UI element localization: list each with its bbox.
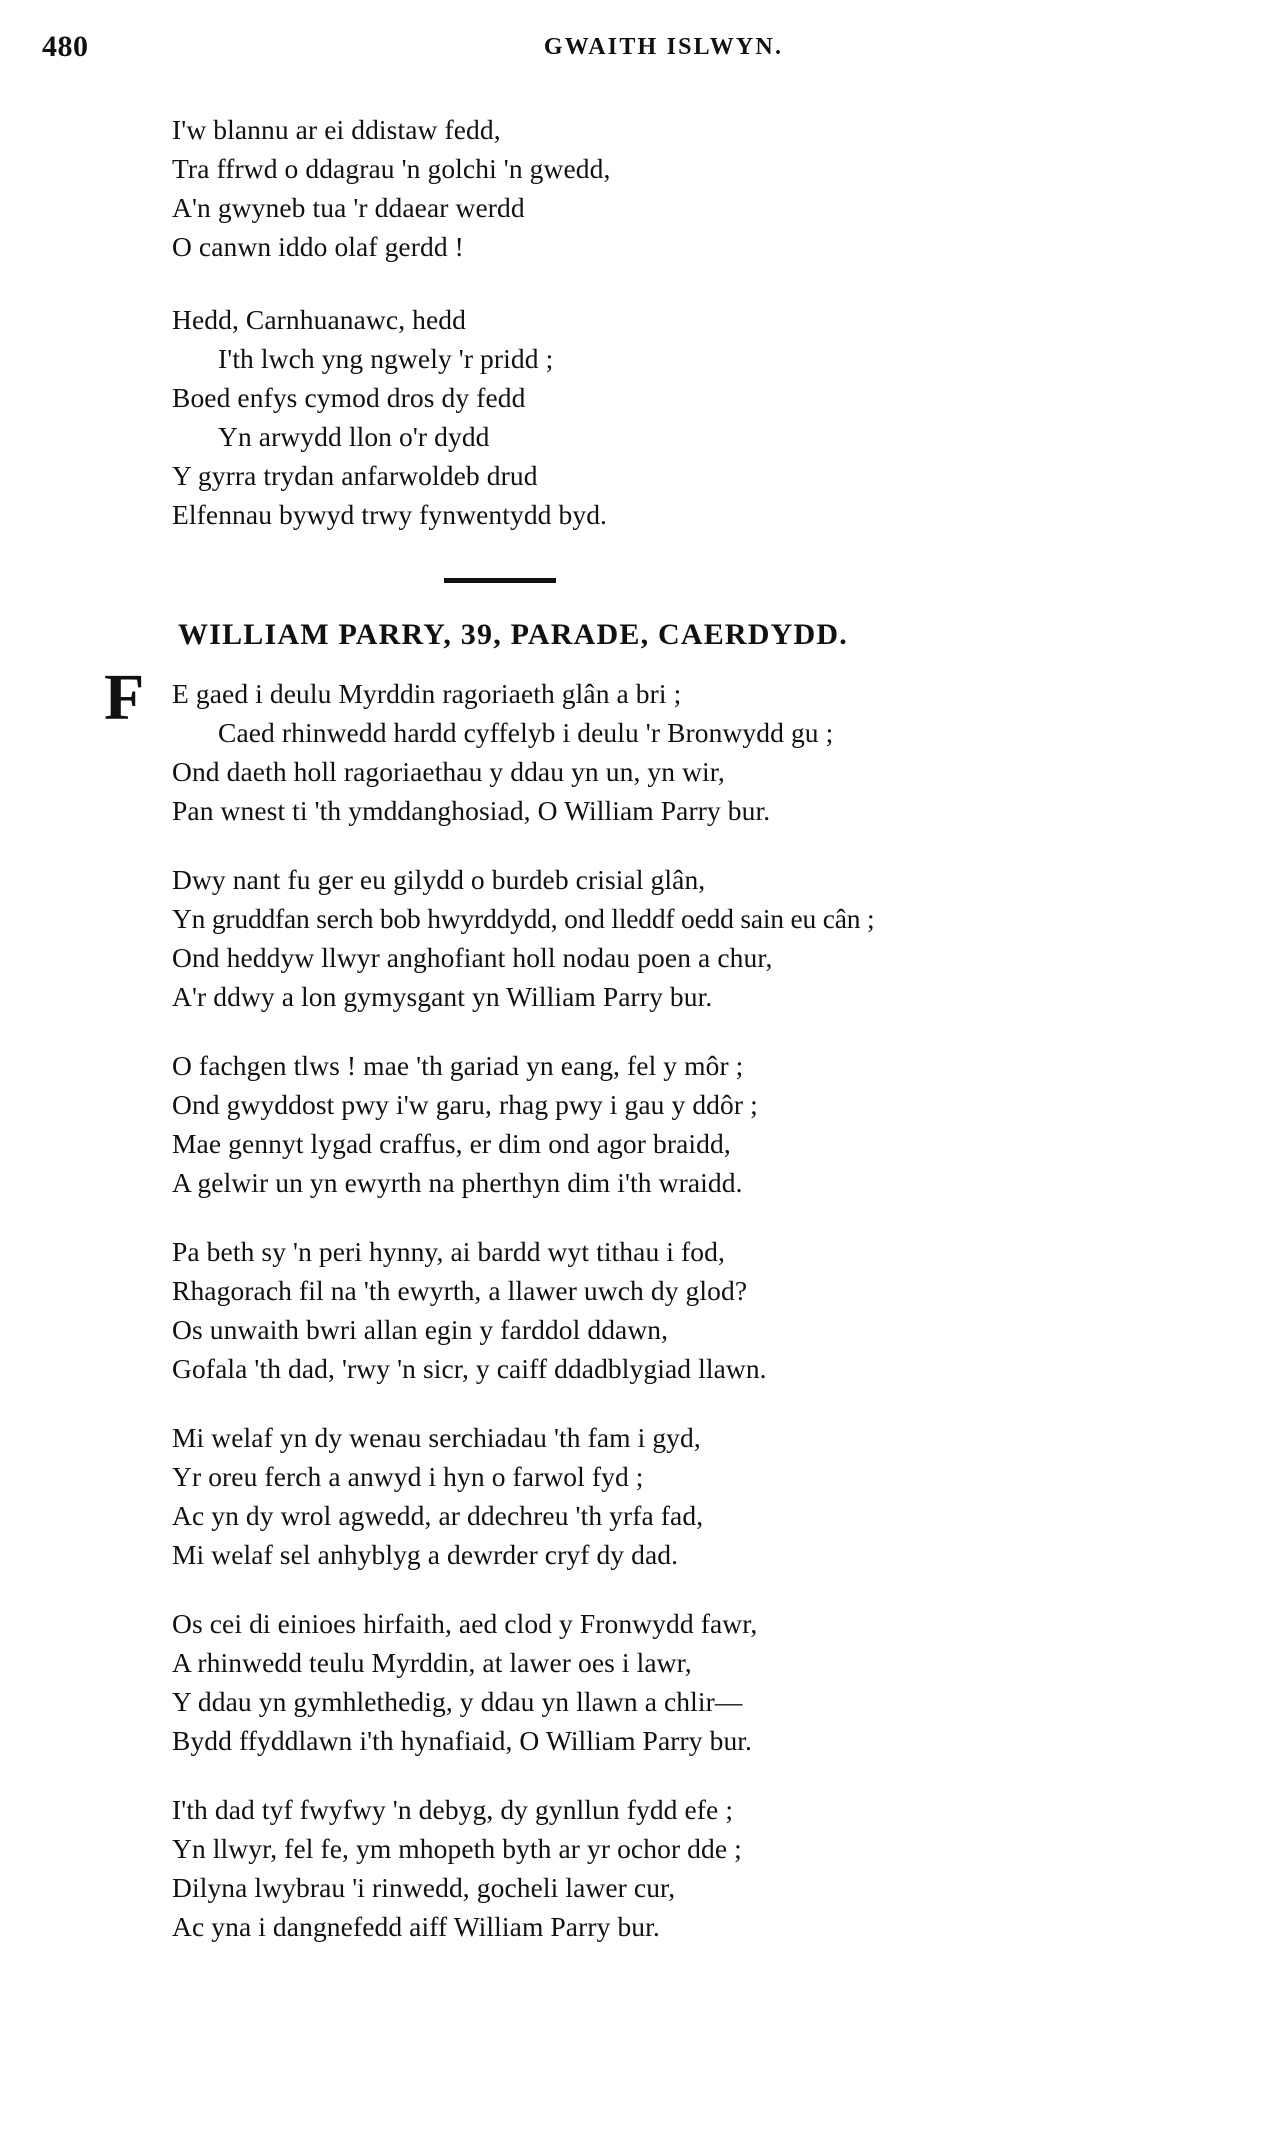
- verse-line: A'r ddwy a lon gymysgant yn William Parry bur.: [172, 981, 713, 1012]
- verse-line: Os cei di einioes hirfaith, aed clod y Fronwydd fawr,: [172, 1608, 758, 1639]
- verse-line: Dwy nant fu ger eu gilydd o burdeb crisial glân,: [172, 864, 706, 895]
- verse-line: I'th dad tyf fwyfwy 'n debyg, dy gynllun fydd efe ;: [172, 1794, 734, 1825]
- stanza: [172, 1790, 1232, 1946]
- verse-line: Dilyna lwybrau 'i rinwedd, gocheli lawer cur,: [172, 1872, 676, 1903]
- verse-line: Yn gruddfan serch bob hwyrddydd, ond lleddf oedd sain eu cân ;: [172, 903, 875, 934]
- verse-line: Mi welaf sel anhyblyg a dewrder cryf dy dad.: [172, 1539, 679, 1570]
- verse-line: Ond gwyddost pwy i'w garu, rhag pwy i gau y ddôr ;: [172, 1089, 758, 1120]
- verse-line: Yn arwydd llon o'r dydd: [218, 421, 490, 452]
- stanza: [172, 300, 1212, 534]
- verse-line: Hedd, Carnhuanawc, hedd: [172, 304, 467, 335]
- verse-line: I'th lwch yng ngwely 'r pridd ;: [218, 343, 554, 374]
- page-body: [104, 110, 1212, 1976]
- verse-line: O fachgen tlws ! mae 'th gariad yn eang, fel y môr ;: [172, 1050, 744, 1081]
- verse-line: Y gyrra trydan anfarwoldeb drud: [172, 460, 538, 491]
- verse-line: Gofala 'th dad, 'rwy 'n sicr, y caiff ddadblygiad llawn.: [172, 1353, 767, 1384]
- verse-line: Tra ffrwd o ddagrau 'n golchi 'n gwedd,: [172, 153, 611, 184]
- verse-line: Boed enfys cymod dros dy fedd: [172, 382, 526, 413]
- verse-line: Ond daeth holl ragoriaethau y ddau yn un, yn wir,: [172, 756, 725, 787]
- section-divider: [172, 568, 1212, 592]
- verse-line: Rhagorach fil na 'th ewyrth, a llawer uwch dy glod?: [172, 1275, 748, 1306]
- verse-line: I'w blannu ar ei ddistaw fedd,: [172, 114, 501, 145]
- stanza: [172, 860, 1232, 1016]
- verse-line: A gelwir un yn ewyrth na pherthyn dim i'th wraidd.: [172, 1167, 743, 1198]
- poem: [104, 618, 1232, 1946]
- verse-line: Yr oreu ferch a anwyd i hyn o farwol fyd ;: [172, 1461, 644, 1492]
- verse-line: Mae gennyt lygad craffus, er dim ond agor braidd,: [172, 1128, 731, 1159]
- page-header: [0, 0, 1287, 78]
- verse-line: A rhinwedd teulu Myrddin, at lawer oes i lawr,: [172, 1647, 692, 1678]
- stanza: [172, 1046, 1232, 1202]
- verse-line: Ac yna i dangnefedd aiff William Parry bur.: [172, 1911, 660, 1942]
- stanza: [104, 661, 1232, 830]
- stanza: [172, 110, 1212, 266]
- verse-line: A'n gwyneb tua 'r ddaear werdd: [172, 192, 525, 223]
- page-number: 480: [42, 30, 89, 63]
- stanza: [172, 1418, 1232, 1574]
- verse-line: Yn llwyr, fel fe, ym mhopeth byth ar yr ochor dde ;: [172, 1833, 742, 1864]
- running-title: GWAITH ISLWYN.: [543, 34, 784, 60]
- poem-title: WILLIAM PARRY, 39, PARADE, CAERDYDD.: [178, 618, 848, 651]
- verse-line: Elfennau bywyd trwy fynwentydd byd.: [172, 499, 608, 530]
- drop-cap: F: [104, 661, 145, 734]
- horizontal-rule: [444, 578, 556, 583]
- stanza: [172, 1232, 1232, 1388]
- verse-line: Caed rhinwedd hardd cyffelyb i deulu 'r Bronwydd gu ;: [218, 717, 834, 748]
- stanza: [172, 1604, 1232, 1760]
- verse-line: Bydd ffyddlawn i'th hynafiaid, O William Parry bur.: [172, 1725, 753, 1756]
- verse-line: Y ddau yn gymhlethedig, y ddau yn llawn a chlir—: [172, 1686, 743, 1717]
- verse-line: Ac yn dy wrol agwedd, ar ddechreu 'th yrfa fad,: [172, 1500, 704, 1531]
- verse-line: Ond heddyw llwyr anghofiant holl nodau poen a chur,: [172, 942, 773, 973]
- verse-line: Pan wnest ti 'th ymddanghosiad, O William Parry bur.: [172, 795, 771, 826]
- verse-line: O canwn iddo olaf gerdd !: [172, 231, 464, 262]
- verse-line: Mi welaf yn dy wenau serchiadau 'th fam i gyd,: [172, 1422, 701, 1453]
- verse-line: Pa beth sy 'n peri hynny, ai bardd wyt tithau i fod,: [172, 1236, 725, 1267]
- verse-line: E gaed i deulu Myrddin ragoriaeth glân a bri ;: [172, 678, 682, 709]
- verse-line: Os unwaith bwri allan egin y farddol ddawn,: [172, 1314, 669, 1345]
